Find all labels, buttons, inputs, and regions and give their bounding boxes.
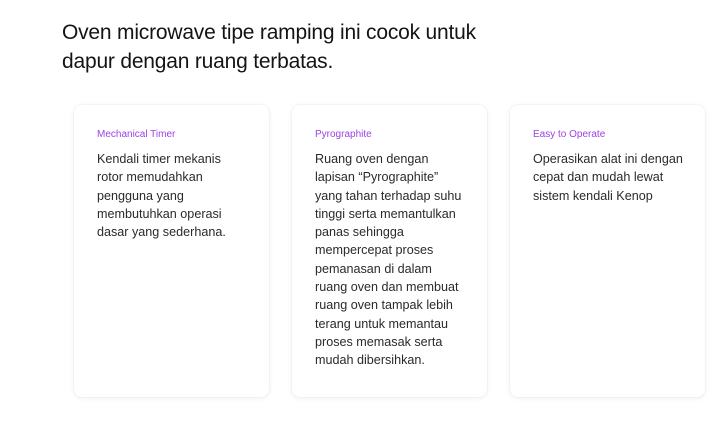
feature-card-pyrographite [292,105,487,397]
feature-title: Pyrographite [315,129,372,140]
feature-cards [74,105,705,397]
feature-description: Kendali timer mekanis rotor memudahkan pengguna yang membutuhkan operasi dasar yang sederhana. [97,152,226,240]
feature-card-mechanical-timer [74,105,269,397]
feature-description: Ruang oven dengan lapisan “Pyrographite” yang tahan terhadap suhu tinggi serta memantulkan panas sehingga mempercepat proses pemanasan di dalam ruang oven dan membuat ruang oven tampak lebih terang untuk memantau proses memasak serta mudah dibersihkan. [315,152,462,368]
feature-card-easy-to-operate [510,105,705,397]
feature-title: Easy to Operate [533,129,606,140]
section-headline: Oven microwave tipe ramping ini cocok untuk dapur dengan ruang terbatas. [62,21,476,73]
feature-description: Operasikan alat ini dengan cepat dan mudah lewat sistem kendali Kenop [533,152,683,203]
feature-title: Mechanical Timer [97,129,176,140]
